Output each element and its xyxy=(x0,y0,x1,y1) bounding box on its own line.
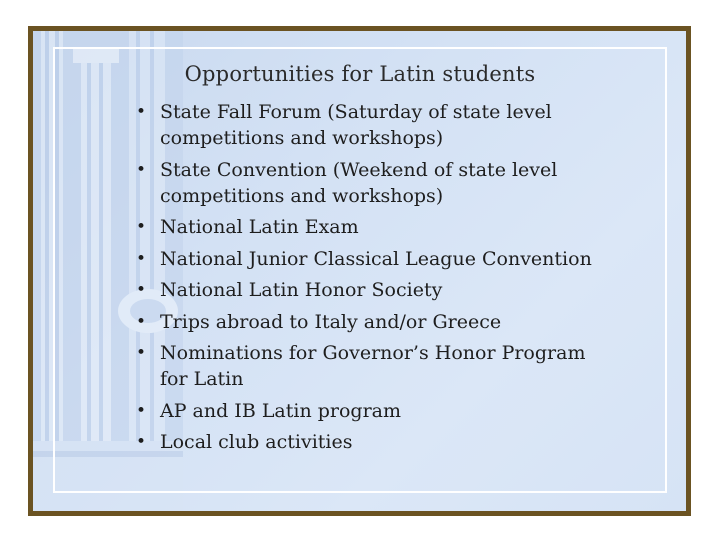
bullet-icon: • xyxy=(136,432,147,452)
bullet-icon: • xyxy=(136,159,147,180)
slide-title: Opportunities for Latin students xyxy=(184,62,536,86)
bullet-icon: • xyxy=(136,280,147,300)
bullet-icon: • xyxy=(136,400,147,421)
list-item xyxy=(132,309,602,335)
list-item xyxy=(132,340,602,392)
list-item xyxy=(132,429,602,455)
bullet-icon: • xyxy=(136,311,147,332)
bullet-icon: • xyxy=(136,343,147,363)
bullet-icon: • xyxy=(136,102,147,122)
bullet-icon: • xyxy=(136,248,147,269)
list-item xyxy=(132,99,602,151)
bullet-list xyxy=(132,99,602,461)
list-item-text: AP and IB Latin program xyxy=(160,399,402,422)
bullet-icon: • xyxy=(136,217,147,237)
list-item-text: State Fall Forum (Saturday of state level competitions and workshops) xyxy=(160,101,552,149)
list-item-text: National Junior Classical League Convention xyxy=(160,247,592,270)
list-item-text: Nominations for Governor’s Honor Program for Latin xyxy=(160,342,586,390)
list-item xyxy=(132,398,602,424)
list-item xyxy=(132,277,602,303)
list-item-text: National Latin Honor Society xyxy=(160,279,443,301)
list-item-text: Local club activities xyxy=(160,431,353,453)
list-item-text: Trips abroad to Italy and/or Greece xyxy=(160,310,502,333)
list-item xyxy=(132,157,602,209)
list-item xyxy=(132,214,602,240)
list-item-text: National Latin Exam xyxy=(160,216,359,238)
list-item-text: State Convention (Weekend of state level competitions and workshops) xyxy=(160,158,558,207)
list-item xyxy=(132,246,602,272)
